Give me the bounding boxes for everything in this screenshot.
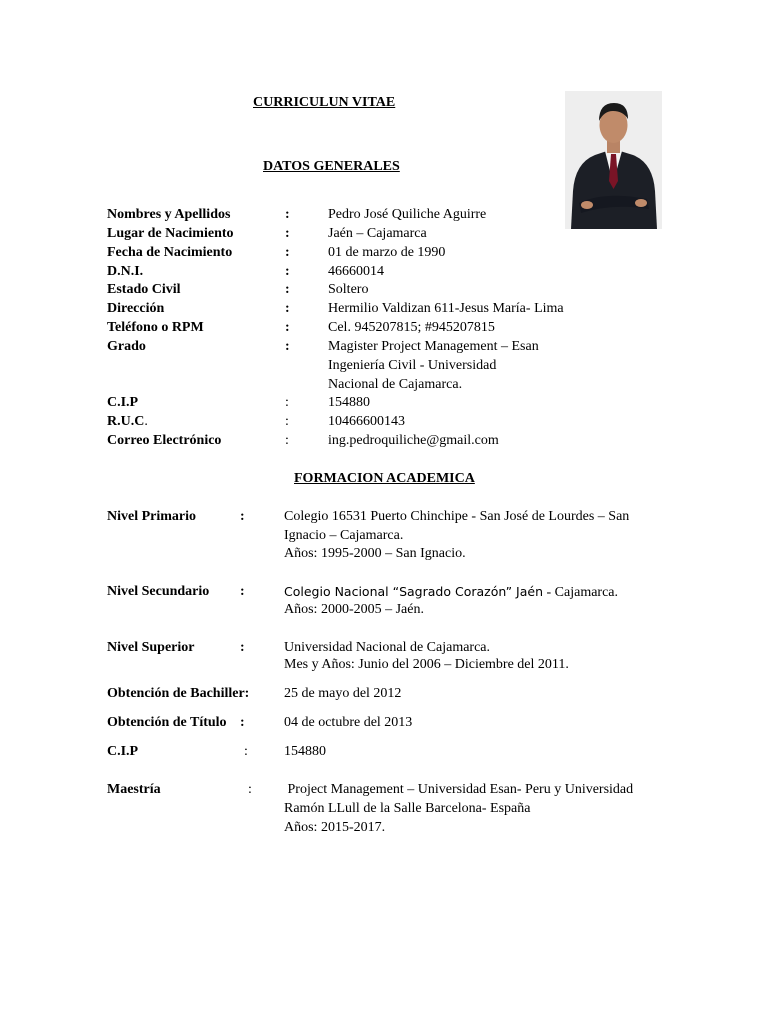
colon: : xyxy=(248,782,252,797)
value-primario-line3: Años: 1995-2000 – San Ignacio. xyxy=(284,546,466,561)
value-primario-line1: Colegio 16531 Puerto Chinchipe - San José de Lourdes – San xyxy=(284,509,630,524)
colon: : xyxy=(240,715,245,730)
value-correo: ing.pedroquiliche@gmail.com xyxy=(328,433,499,448)
label-titulo: Obtención de Título xyxy=(107,715,227,730)
value-direccion: Hermilio Valdizan 611-Jesus María- Lima xyxy=(328,301,564,316)
value-bachiller: 25 de mayo del 2012 xyxy=(284,686,402,701)
colon: : xyxy=(240,584,245,599)
colon: : xyxy=(285,301,290,316)
value-estado-civil: Soltero xyxy=(328,282,369,297)
colon: : xyxy=(285,226,290,241)
label-ruc: R.U.C xyxy=(107,414,145,429)
colon: : xyxy=(285,264,290,279)
value-maestria-line1: Project Management – Universidad Esan- Peru y Universidad xyxy=(284,782,634,797)
section-general-heading: DATOS GENERALES xyxy=(263,159,400,174)
label-dni: D.N.I. xyxy=(107,264,144,279)
label-bachiller: Obtención de Bachiller: xyxy=(107,686,250,701)
value-maestria-line3: Años: 2015-2017. xyxy=(284,820,386,835)
value-cip-academic: 154880 xyxy=(284,744,326,759)
label-direccion: Dirección xyxy=(107,301,165,316)
value-grado-line3: Nacional de Cajamarca. xyxy=(328,377,463,392)
label-maestria: Maestría xyxy=(107,782,161,797)
person-photo-icon xyxy=(565,91,662,229)
profile-photo xyxy=(565,91,662,229)
value-superior-line1: Universidad Nacional de Cajamarca. xyxy=(284,640,491,655)
section-academic-heading: FORMACION ACADEMICA xyxy=(294,471,475,486)
value-grado-line1: Magister Project Management – Esan xyxy=(328,339,539,354)
value-secundario-region: - Cajamarca. xyxy=(543,585,619,600)
colon: : xyxy=(285,433,289,448)
label-lugar-nacimiento: Lugar de Nacimiento xyxy=(107,226,234,241)
value-secundario-line1 xyxy=(284,582,618,602)
value-superior-line2: Mes y Años: Junio del 2006 – Diciembre del 2011. xyxy=(284,657,569,672)
colon: : xyxy=(244,744,248,759)
colon: : xyxy=(285,339,290,354)
value-ruc: 10466600143 xyxy=(328,414,405,429)
value-lugar-nacimiento: Jaén – Cajamarca xyxy=(328,226,427,241)
colon: : xyxy=(240,509,245,524)
label-cip-academic: C.I.P xyxy=(107,744,139,759)
value-secundario-line2: Años: 2000-2005 – Jaén. xyxy=(284,602,424,617)
label-telefono: Teléfono o RPM xyxy=(107,320,204,335)
label-nombres: Nombres y Apellidos xyxy=(107,207,231,222)
label-nivel-superior: Nivel Superior xyxy=(107,640,195,655)
value-fecha-nacimiento: 01 de marzo de 1990 xyxy=(328,245,446,260)
value-secundario-school: Colegio Nacional “Sagrado Corazón” Jaén xyxy=(284,584,543,599)
colon: : xyxy=(285,245,290,260)
colon: : xyxy=(240,640,245,655)
colon: : xyxy=(285,414,289,429)
label-nivel-primario: Nivel Primario xyxy=(107,509,197,524)
value-maestria-line2: Ramón LLull de la Salle Barcelona- España xyxy=(284,801,531,816)
label-fecha-nacimiento: Fecha de Nacimiento xyxy=(107,245,233,260)
value-telefono: Cel. 945207815; #945207815 xyxy=(328,320,495,335)
colon: : xyxy=(285,282,290,297)
value-titulo: 04 de octubre del 2013 xyxy=(284,715,413,730)
colon: : xyxy=(285,320,290,335)
value-grado-line2: Ingeniería Civil - Universidad xyxy=(328,358,497,373)
value-cip: 154880 xyxy=(328,395,370,410)
colon: : xyxy=(285,207,290,222)
label-cip: C.I.P xyxy=(107,395,139,410)
label-correo: Correo Electrónico xyxy=(107,433,222,448)
value-nombres: Pedro José Quiliche Aguirre xyxy=(328,207,487,222)
label-estado-civil: Estado Civil xyxy=(107,282,181,297)
label-ruc-suffix: . xyxy=(144,414,148,429)
value-primario-line2: Ignacio – Cajamarca. xyxy=(284,528,404,543)
label-ruc-wrap xyxy=(107,412,148,431)
label-grado: Grado xyxy=(107,339,146,354)
document-title: CURRICULUN VITAE xyxy=(253,95,396,110)
colon: : xyxy=(285,395,289,410)
value-dni: 46660014 xyxy=(328,264,384,279)
label-nivel-secundario: Nivel Secundario xyxy=(107,584,210,599)
